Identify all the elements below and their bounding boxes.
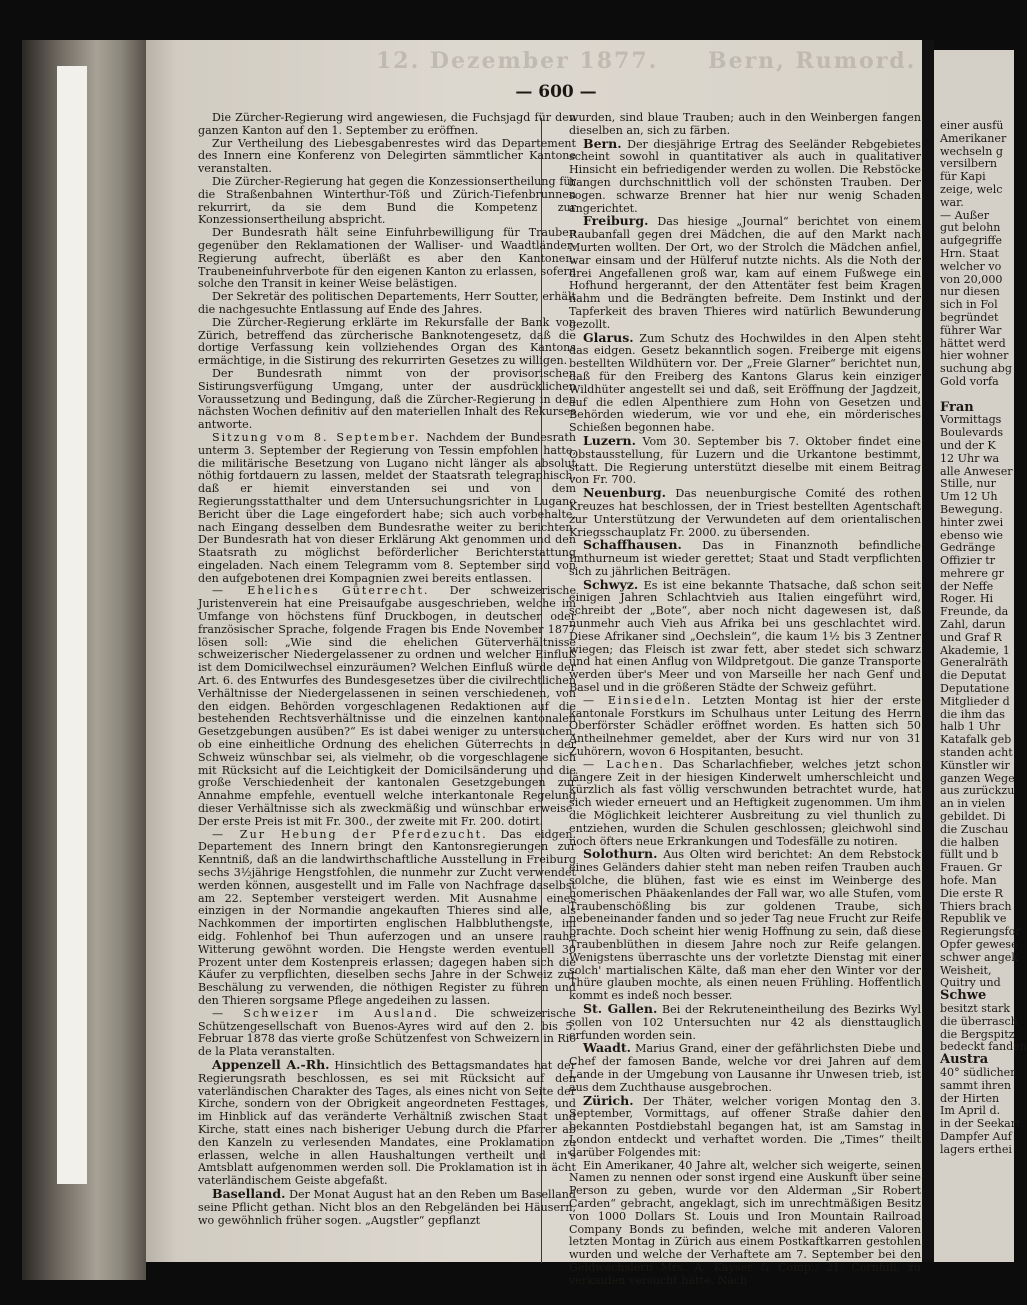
facing-page-line: 12 Uhr wa <box>940 451 1000 465</box>
article-paragraph <box>198 1008 576 1059</box>
canton-heading: Neuenburg. <box>583 485 667 501</box>
paragraph-text: Das in Finanznoth befindliche Imthurneum ist wieder gerettet; Staat und Stadt verpflichten sich zu jährlichen Beiträgen. <box>569 539 921 578</box>
facing-page-line: hofe. Man <box>940 874 997 888</box>
paragraph-text: Der Monat August hat an den Reben um Baselland seine Pflicht gethan. Nicht blos an den Rebgeländen bei Häusern, wo gewöhnlich früher sogen. „Augstler“ gepflanzt <box>198 1187 576 1227</box>
facing-page-line: Bewegung. <box>940 502 1003 516</box>
canton-heading: Glarus. <box>583 329 634 345</box>
paragraph-text: Die Zürcher-Regierung erklärte im Rekursfalle der Bank von Zürich, betreffend das zürcherische Banknotengesetz, daß die dortige Verfassung kein vollziehendes Organ des Kantons ermächtige, in die Sistirung des rekurrirten Gesetzes zu willigen. <box>198 315 576 368</box>
facing-page-line: schwer angek <box>940 950 1019 964</box>
facing-page-line: Deputatione <box>940 682 1010 696</box>
facing-page-line: Mitglieder d <box>940 694 1010 708</box>
paragraph-text: Der Bundesrath nimmt von der provisorischen Sistirungsverfügung Umgang, unter der ausdrücklichen Voraussetzung und Bedingung, daß die Zürcher-Regierung in den nächsten Wochen definitiv auf den materiellen Inhalt des Rekurses antworte. <box>198 366 576 432</box>
article-paragraph <box>198 368 576 432</box>
canton-heading: Bern. <box>583 135 622 151</box>
canton-article <box>569 1000 921 1042</box>
section-lead: — Einsiedeln. <box>583 693 693 707</box>
facing-page-line: Thiers brach <box>940 899 1012 913</box>
facing-page-line: Generalräth <box>940 656 1009 670</box>
facing-page-line: an in vielen <box>940 797 1006 811</box>
book-gutter <box>922 40 934 1262</box>
facing-page-line: hinter zwei <box>940 515 1004 529</box>
facing-page-line: mehrere gr <box>940 566 1004 580</box>
facing-page-line: Um 12 Uh <box>940 490 998 504</box>
facing-page-line: sammt ihren <box>940 1078 1012 1092</box>
facing-page-line: hättet werd <box>940 336 1006 350</box>
canton-heading: Baselland. <box>212 1185 286 1201</box>
facing-page-line: Offizier tr <box>940 554 996 568</box>
facing-page-line: Künstler wir <box>940 758 1010 772</box>
canton-heading: Waadt. <box>583 1040 632 1056</box>
canton-heading: Appenzell A.-Rh. <box>212 1056 330 1072</box>
facing-page-line: einer ausfü <box>940 119 1004 132</box>
paragraph-text: Zum Schutz des Hochwildes in den Alpen steht das eidgen. Gesetz bekanntlich sogen. Freiberge mit eigens bestellten Wildhütern vor. Der „Freie Glarner“ berichtet nun, daß für den Freiberg des Kantons Glarus kein einziger Wildhüter angestellt sei und daß, seit Eröffnung der Jagdzeit, auf die edlen Alpenthiere zum Hohn von Gesetzen und Behörden wiederum, wie vor und ehe, ein mörderisches Schießen begonnen habe. <box>569 331 922 435</box>
page-number: — 600 — <box>515 82 597 102</box>
column-right <box>569 111 922 1287</box>
canton-heading: Schaffhausen. <box>583 537 682 553</box>
facing-page-line: die halben <box>940 835 999 849</box>
canton-article <box>569 1042 921 1094</box>
facing-page-line: versilbern <box>940 157 998 171</box>
facing-page-line: die Bergspitz <box>940 1027 1015 1041</box>
facing-page <box>934 50 1027 1262</box>
facing-page-line: Amerikaner <box>940 131 1007 145</box>
facing-page-line: wechseln g <box>940 144 1003 158</box>
article-paragraph <box>569 1160 921 1288</box>
facing-page-line: Stille, nur <box>940 477 996 491</box>
facing-page-line: führer War <box>940 323 1002 337</box>
canton-article <box>569 539 921 578</box>
facing-page-line: bedeckt fanden <box>940 1040 1027 1054</box>
facing-page-line: aus zurückzu <box>940 784 1015 798</box>
facing-page-line: aufgegriffe <box>940 234 1002 248</box>
facing-page-line: und Graf R <box>940 630 1002 644</box>
article-paragraph <box>198 317 576 368</box>
facing-page-line: die überrasch <box>940 1014 1018 1028</box>
article-paragraph <box>198 138 576 176</box>
canton-article <box>569 135 922 216</box>
section-lead: — Schweizer im Ausland. <box>212 1006 439 1020</box>
facing-page-line: standen acht <box>940 746 1013 760</box>
facing-page-line: welcher vo <box>940 259 1002 273</box>
facing-page-line: gebildet. Di <box>940 810 1006 824</box>
paragraph-text: Das neuenburgische Comité des rothen Kreuzes hat beschlossen, der in Triest bestellten Agentschaft zur Unterstützung der Verwundeten auf dem orientalischen Kriegsschauplatz Fr. 2000. zu übersenden. <box>569 487 921 539</box>
article-paragraph <box>569 759 921 849</box>
facing-page-line: und der K <box>940 438 996 452</box>
paragraph-text: Das hiesige „Journal“ berichtet von einem Raubanfall gegen drei Mädchen, die auf den Markt nach Murten wollten. Der Ort, wo der Strolch die Mädchen anfiel, war einsam und der Hülferuf nutzte nichts. Als die Noth der drei Angefallenen groß war, kam auf einem Fußwege ein Hofhund hergerannt, der den Attentäter fest beim Kragen nahm und die Bedrängten befreite. Dem Instinkt und der Tapferkeit des braven Thieres wird natürlich Bewunderung gezollt. <box>569 215 922 331</box>
facing-page-line: Freunde, da <box>940 605 1009 619</box>
facing-page-line: Opfer gewese <box>940 938 1018 951</box>
article-paragraph <box>198 432 576 586</box>
paragraph-text: Die Zürcher-Regierung hat gegen die Konzessionsertheilung für die Straßenbahnen Winterthur-Töß und Zürich-Tiefenbrunnen rekurrirt, da sie dem Bund die Kompetenz zur Konzessionsertheilung abspricht. <box>198 174 576 227</box>
facing-page-line: die Zuschau <box>940 822 1009 836</box>
paragraph-text: Hinsichtlich des Bettagsmandates hat der Regierungsrath beschlossen, es sei mit Rücksicht auf den vaterländischen Charakter des Tages, als eines nicht von Seite der Kirche, sondern von der Obrigkeit angeordneten Festtages, und im Hinblick auf das veränderte Verhältniß zwischen Staat und Kirche, statt eines nach bisheriger Uebung durch die Pfarrer ab den Kanzeln zu verlesenden Mandates, eine Proklamation zu erlassen, welche in allen Haushaltungen vertheilt und in's Amtsblatt aufgenommen werden soll. Die Proklamation ist in ächt vaterländischem Geiste abgefaßt. <box>198 1058 576 1188</box>
paragraph-text: Ein Amerikaner, 40 Jahre alt, welcher sich weigerte, seinen Namen zu nennen oder sonst irgend eine Auskunft über seine Person zu geben, wurde vor den Alderman „Sir Robert Carden“ gebracht, angeklagt, sich im unrechtmäßigen Besitz von 1000 Dollars St. Louis und Iron Mountain Railroad Company Bonds zu befinden, welche mit anderen Valoren letzten Montag in Zürich aus einem Postkaftkarren gestohlen wurden und welche der Verhaftete am 7. September bei den Geldwechslern Mrs. A. Kayser & Comp., 21. Cornhill, zu verkaufen versucht hätte. Nach <box>569 1158 921 1287</box>
canton-heading: Freiburg. <box>583 213 649 229</box>
paragraph-text: Es ist eine bekannte Thatsache, daß schon seit einigen Jahren Schlachtvieh aus Italien eingeführt wird, schreibt der „Bote“, aber noch nicht dagewesen ist, daß nunmehr auch Vieh aus Afrika bei uns geschlachtet wird. Diese Afrikaner sind „Oechslein“, die kaum 1½ bis 3 Zentner wiegen; das Fleisch ist zwar fett, aber stedet sich schwarz und hat einen Anflug von Wildpretgout. Die ganze Transporte werden über's Meer und von Marseille her nach Genf und Basel und in die größeren Städte der Schweiz geführt. <box>569 578 921 695</box>
paragraph-text: Vom 30. September bis 7. Oktober findet eine Obstausstellung, für Luzern und die Urkantone bestimmt, statt. Die Regierung unterstützt dieselbe mit einem Beitrag von Fr. 700. <box>569 434 921 487</box>
facing-page-line: ganzen Wege <box>940 771 1015 785</box>
paragraph-text: Zur Vertheilung des Liebesgabenrestes wird das Departement des Innern eine Konferenz von Delegirten sämmtlicher Kantone veranstalten. <box>198 136 576 176</box>
section-lead: — Lachen. <box>583 757 665 771</box>
canton-heading: Zürich. <box>583 1092 634 1108</box>
facing-page-line: der Neffe <box>940 579 994 593</box>
canton-article <box>569 1092 921 1160</box>
bleed-through-date: 12. Dezember 1877. <box>376 48 659 74</box>
paragraph-text: Der Thäter, welcher vorigen Montag den 3. September, Vormittags, auf offener Straße dahier den bekannten Postdiebstahl begangen hat, ist am Samstag in London entdeckt und verhaftet worden. Die „Times“ theilt darüber Folgendes mit: <box>569 1094 921 1159</box>
section-lead: — Zur Hebung der Pferdezucht. <box>212 827 488 841</box>
canton-article <box>569 487 921 539</box>
facing-page-line: Die erste R <box>940 886 1003 900</box>
bleed-through-heading: Bern, Rumord. <box>707 48 917 74</box>
facing-page-line: in der Seekart <box>940 1117 1021 1131</box>
article-paragraph <box>198 291 576 317</box>
canton-article <box>569 848 921 1003</box>
paragraph-text: Marius Grand, einer der gefährlichsten Diebe und Chef der famosen Bande, welche vor drei Jahren auf dem Lande in der Umgebung von Lausanne ihr Unwesen trieb, ist aus dem Zuchthause ausgebrochen. <box>569 1042 921 1094</box>
facing-page-line: lagers erthei <box>940 1142 1012 1156</box>
facing-page-line: gut belohn <box>940 221 1001 235</box>
facing-page-line: füllt und b <box>940 848 999 862</box>
facing-page-line: der Hirten <box>940 1091 1000 1105</box>
paragraph-text: Das eidgen. Departement des Innern bringt den Kantonsregierungen zur Kenntniß, daß an die landwirthschaftliche Ausstellung in Freiburg sechs 3½jährige Hengstfohlen, die nunmehr zur Zucht verwendet werden können, ausgestellt und im Falle von Nachfrage daselbst am 22. September versteigert werden. Mit Ausnahme eines einzigen in der Normandie angekauften Thieres sind alle, als Nachkommen der importirten englischen Halbbluthengste, im eidg. Fohlenhof bei Thun auferzogen und an unsere rauhe Witterung gewöhnt worden. Die Hengste werden eventuell 30 Prozent unter dem Kostenpreis erlassen; dagegen haben sich die Käufer zu verpflichten, dieselben sechs Jahre in der Schweiz zur Beschälung zu verwenden, die nöthigen Register zu führen und den Thieren sorgsame Pflege angedeihen zu lassen. <box>198 827 576 1007</box>
article-paragraph <box>569 695 921 759</box>
facing-page-line: von 20,000 <box>940 272 1003 286</box>
facing-page-line: Austra <box>940 1052 989 1068</box>
facing-page-line: 40° südlicher <box>940 1065 1016 1079</box>
canton-article <box>569 329 922 435</box>
paragraph-text: Nachdem der Bundesrath unterm 3. September der Regierung von Tessin empfohlen hatte, die militärische Besetzung von Lugano nicht länger als absolut nöthig fortdauern zu lassen, meldet der Staatsrath telegraphisch, daß er hiemit einverstanden sei und von dem Regierungsstatthalter und dem Untersuchungsrichter in Lugano Bericht über die Lage eingefordert habe; sich auch vorbehalte, nach Eingang desselben dem Bundesrathe weiter zu berichten. Der Bundesrath hat von dieser Erklärung Akt genommen und den Staatsrath zu möglichst beförderlicher Berichterstattung eingeladen. Nach einem Telegramm vom 8. September sind von den aufgebotenen drei Kompagnien zwei bereits entlassen. <box>198 430 576 585</box>
facing-page-line: besitzt stark <box>940 1001 1010 1015</box>
canton-heading: Schwyz. <box>583 576 639 592</box>
article-paragraph <box>198 585 576 828</box>
canton-article <box>198 1185 576 1227</box>
facing-page-line: für Kapi <box>940 170 986 184</box>
facing-page-line: Frauen. Gr <box>940 861 1002 875</box>
canton-heading: Luzern. <box>583 432 636 448</box>
paragraph-text: Der Sekretär des politischen Departements, Herr Soutter, erhält die nachgesuchte Entlassung auf Ende des Jahres. <box>198 290 576 316</box>
canton-article <box>198 1056 576 1188</box>
facing-page-line: Akademie, 1 <box>940 643 1010 657</box>
facing-page-line: — Außer <box>940 208 990 222</box>
paragraph-text: Das Scharlachfieber, welches jetzt schon längere Zeit in der hiesigen Kinderwelt umherschleicht und kürzlich als fast völlig verschwunden betrachtet wurde, hat sich wieder erneuert und an Heftigkeit zugenommen. Um ihm die Möglichkeit leichterer Ausbreitung zu viel thunlich zu entziehen, wurden die Schulen geschlossen; gleichwohl sind noch öfters neue Erkrankungen und Todesfälle zu notiren. <box>569 757 922 848</box>
facing-page-line: Boulevards <box>940 426 1004 440</box>
facing-page-line: hier wohner <box>940 349 1009 363</box>
facing-page-line: Roger. Hi <box>940 592 994 606</box>
canton-article <box>569 576 921 695</box>
canton-article <box>569 432 921 487</box>
paragraph-text: Die Zürcher-Regierung wird angewiesen, die Fuchsjagd für den ganzen Kanton auf den 1. September zu eröffnen. <box>198 111 576 137</box>
facing-page-line: Regierungsfor <box>940 925 1021 939</box>
facing-page-line: Gold vorfa <box>940 374 999 388</box>
facing-page-line: Vormittags <box>940 413 1002 427</box>
facing-page-line: halb 1 Uhr <box>940 720 1001 734</box>
facing-page-line: Fran <box>940 399 974 415</box>
facing-page-line: die ihm das <box>940 707 1005 721</box>
article-paragraph <box>198 829 576 1008</box>
paragraph-text: Bei der Rekruteneintheilung des Bezirks Wyl sollen von 102 Untersuchten nur 42 als diensttauglich erfunden worden sein. <box>569 1002 921 1042</box>
canton-heading: St. Gallen. <box>583 1000 658 1016</box>
facing-page-line: sich in Fol <box>940 298 998 312</box>
facing-page-line: Schwe <box>940 988 987 1004</box>
paragraph-text: Der schweizerische Juristenverein hat eine Preisaufgabe ausgeschrieben, welche im Umfange von höchstens fünf Druckbogen, in deutscher oder französischer Sprache, folgende Fragen bis Ende November 1877 lösen soll: „Wie sind die ehelichen Güterverhältnisse schweizerischer Niedergelassener zu ordnen und welcher Einfluß ist dem Domicilwechsel einzuräumen? Welchen Einfluß würde der Art. 6. des Entwurfes des Bundesgesetzes über die civilrechtlichen Verhältnisse der Niedergelassenen in seinen verschiedenen, von den eidgen. Behörden vorgeschlagenen Redaktionen auf die bestehenden Rechtsverhältnisse und die einzelnen kantonalen Gesetzgebungen ausüben?“ Es ist dabei weniger zu untersuchen, ob eine einheitliche Ordnung des ehelichen Güterrechts in der Schweiz wünschbar sei, als vielmehr, ob die vorgeschlagene sich mit Rücksicht auf die Leichtigkeit der Domicilsänderung und die große Verschiedenheit der kantonalen Gesetzgebungen zur Annahme empfehle, eventuell welche interkantonale Regelung dieser Verhältnisse sich als zweckmäßig und wünschbar erweise. Der erste Preis ist mit Fr. 300., der zweite mit Fr. 200. dotirt. <box>198 584 577 828</box>
paragraph-text: Letzten Montag ist hier der erste kantonale Forstkurs im Schulhaus unter Leitung des Herrn Oberförster Schädler eröffnet worden. Es hatten sich 50 Antheilnehmer gemeldet, aber der Kurs wird nur von 31 Zuhörern, wovon 6 Hospitanten, besucht. <box>569 693 922 759</box>
facing-page-line: die Deputat <box>940 669 1006 683</box>
facing-page-line: alle Anweser <box>940 464 1013 478</box>
paragraph-text: Aus Olten wird berichtet: An dem Rebstock eines Geländers dahier steht man neben reifen Trauben auch solche, die blühen, fast wie es einst im Weinberge des homerischen Phäakenlandes der Fall war, wo alle Stufen, vom Traubenschößling bis zur goldenen Traube, sich nebeneinander fanden und so jeder Tag neue Frucht zur Reife brachte. Doch scheint hier wenig Hoffnung zu sein, daß diese Traubenblüthen in diesem Jahre noch zur Reife gelangen. Wenigstens überraschte uns der vorletzte Dienstag mit einer solch' martialischen Kälte, daß man eher den Winter vor der Thüre glauben mochte, als einen neuen Frühling. Hoffentlich kommt es indeß noch besser. <box>569 848 921 1003</box>
facing-page-line: Hrn. Staat <box>940 246 999 260</box>
paragraph-text: Der diesjährige Ertrag des Seeländer Rebgebietes scheint sowohl in quantitativer als auch in qualitativer Hinsicht ein befriedigender werden zu wollen. Die Rebstöcke hangen durchschnittlich voll der schönsten Trauben. Der sogen. schwarze Brenner hat hier nur wenig Schaden angerichtet. <box>569 137 922 215</box>
facing-page-line: Katafalk geb <box>940 733 1012 747</box>
newspaper-page <box>146 40 922 1287</box>
facing-page-line: Gedränge <box>940 541 996 555</box>
section-lead: Sitzung vom 8. September. <box>212 430 421 444</box>
article-paragraph <box>198 227 576 291</box>
facing-page-line: Weisheit, <box>940 963 992 977</box>
facing-page-line: Republik ve <box>940 912 1007 926</box>
article-paragraph <box>198 112 576 138</box>
paragraph-text: Die schweizerische Schützengesellschaft von Buenos-Ayres wird auf den 2. bis 5. Februar 1878 das vierte große Schützenfest von Schweizern in Rio de la Plata veranstalten. <box>198 1006 576 1059</box>
facing-page-line: Zahl, darun <box>940 618 1006 632</box>
facing-page-line: begründet <box>940 310 999 324</box>
canton-heading: Solothurn. <box>583 846 658 862</box>
facing-page-line: Quitry und <box>940 976 1001 990</box>
facing-page-line: nur diesen <box>940 285 1000 299</box>
facing-page-line: war. <box>940 195 964 209</box>
paper-strip <box>57 66 87 1184</box>
section-lead: — Eheliches Güterrecht. <box>212 584 430 598</box>
canton-article <box>569 215 921 331</box>
facing-page-column <box>940 119 1027 1157</box>
bleed-through-text <box>376 48 976 74</box>
paragraph-text: wurden, sind blaue Trauben; auch in den Weinbergen fangen dieselben an, sich zu färben. <box>569 111 921 137</box>
facing-page-line: Dampfer Auf <box>940 1129 1012 1143</box>
article-paragraph <box>198 176 576 227</box>
paragraph-text: Der Bundesrath hält seine Einfuhrbewilligung für Trauben gegenüber den Reklamationen der Walliser- und Waadtländer-Regierung aufrecht, überläßt es aber den Kantonen, Traubeneinfuhrverbote für den eigenen Kanton zu erlassen, sofern solche den Transit in keiner Weise belästigen. <box>198 226 576 291</box>
facing-page-line: Im April d. <box>940 1104 1001 1118</box>
facing-page-line: zeige, welc <box>940 182 1003 196</box>
article-paragraph <box>569 112 921 138</box>
facing-page-line: ebenso wie <box>940 528 1003 542</box>
column-left <box>198 112 576 1240</box>
facing-page-line: suchung abg <box>940 362 1012 376</box>
